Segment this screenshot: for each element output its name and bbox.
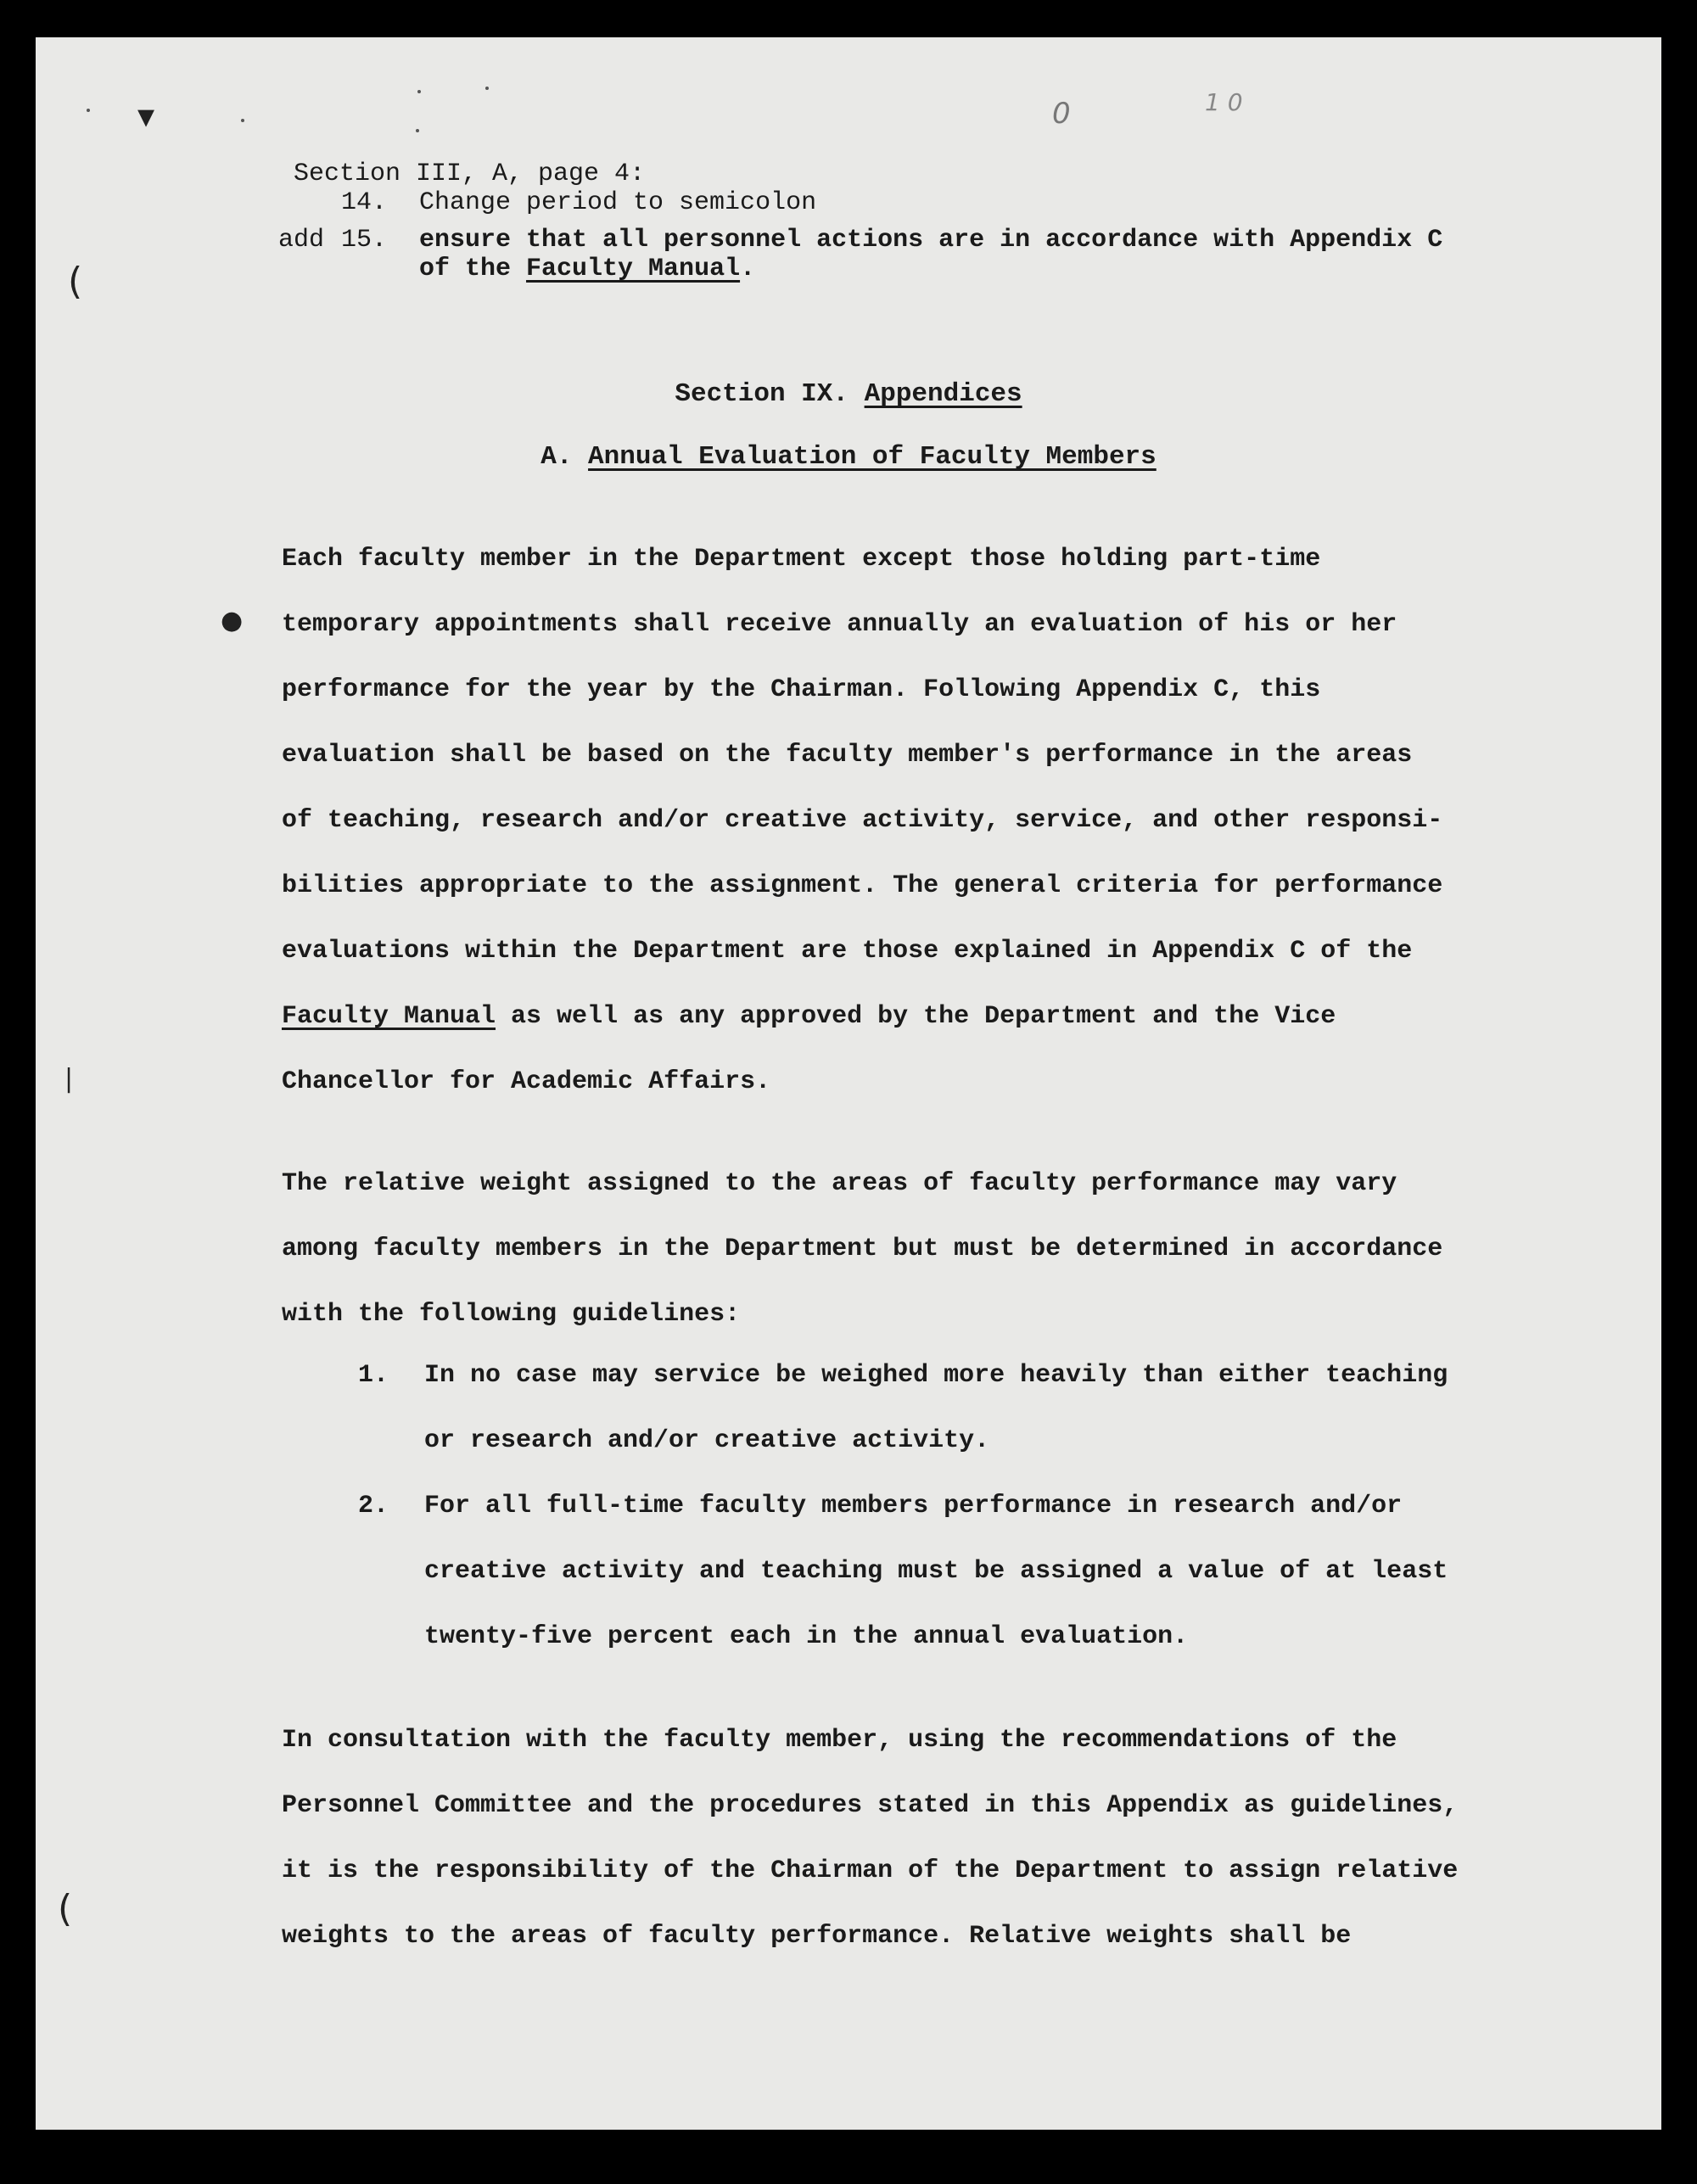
paragraph-3-line: In consultation with the faculty member, using the recommendations of the [282, 1726, 1397, 1755]
paragraph-2-line: among faculty members in the Department but must be determined in accordance [282, 1235, 1443, 1263]
paragraph-1-line: temporary appointments shall receive annually an evaluation of his or her [282, 610, 1397, 639]
paragraph-1-line: Faculty Manual as well as any approved by the Department and the Vice [282, 1002, 1336, 1031]
guideline-2-line: For all full-time faculty members performance in research and/or [424, 1492, 1403, 1520]
paragraph-1-line: performance for the year by the Chairman. Following Appendix C, this [282, 675, 1321, 704]
scan-speck [87, 109, 90, 112]
paragraph-3-line: it is the responsibility of the Chairman of the Department to assign relative [282, 1856, 1459, 1885]
scan-speck [485, 87, 489, 90]
guideline-2-line: twenty-five percent each in the annual evaluation. [424, 1622, 1189, 1651]
paragraph-1-line: bilities appropriate to the assignment. The general criteria for performance [282, 871, 1443, 900]
margin-tick-mark: | [64, 1064, 74, 1094]
document-page [36, 37, 1661, 2130]
scan-mark-top-left: ▾ [137, 97, 155, 136]
item-text-15-line2: of the Faculty Manual. [419, 255, 756, 283]
item-text-14: Change period to semicolon [419, 188, 817, 217]
paragraph-3-line: weights to the areas of faculty performance. Relative weights shall be [282, 1922, 1352, 1951]
paragraph-2-line: The relative weight assigned to the areas of faculty performance may vary [282, 1169, 1397, 1198]
paragraph-1-line: evaluations within the Department are those explained in Appendix C of the [282, 937, 1413, 966]
scan-speck [417, 90, 421, 93]
margin-bullet-mark: ● [221, 606, 244, 636]
handwritten-mark: 0 [1052, 97, 1071, 131]
handwritten-mark: 1 0 [1205, 88, 1243, 116]
guideline-2-line: creative activity and teaching must be assigned a value of at least [424, 1557, 1448, 1586]
scan-speck [241, 119, 244, 122]
section-reference: Section III, A, page 4: [294, 160, 646, 188]
item-prefix-add: add [278, 226, 325, 255]
margin-paren-mark: ( [68, 260, 83, 303]
paragraph-1-line: Each faculty member in the Department except those holding part-time [282, 545, 1321, 574]
guideline-1-line: In no case may service be weighed more heavily than either teaching [424, 1361, 1448, 1390]
guideline-number-1: 1. [358, 1361, 389, 1390]
margin-paren-mark: ( [58, 1887, 73, 1930]
subsection-heading: A. Annual Evaluation of Faculty Members [540, 442, 1157, 472]
item-number-15: 15. [341, 226, 388, 255]
paragraph-2-line: with the following guidelines: [282, 1300, 741, 1329]
guideline-number-2: 2. [358, 1492, 389, 1520]
guideline-1-line: or research and/or creative activity. [424, 1426, 990, 1455]
item-number-14: 14. [341, 188, 388, 217]
paragraph-1-line: of teaching, research and/or creative activity, service, and other responsi- [282, 806, 1443, 835]
section-heading: Section IX. Appendices [675, 379, 1022, 409]
scan-speck [416, 129, 419, 132]
paragraph-3-line: Personnel Committee and the procedures stated in this Appendix as guidelines, [282, 1791, 1459, 1820]
item-text-15-line1: ensure that all personnel actions are in accordance with Appendix C [419, 226, 1443, 255]
paragraph-1-line: evaluation shall be based on the faculty member's performance in the areas [282, 741, 1413, 770]
paragraph-1-line: Chancellor for Academic Affairs. [282, 1067, 771, 1096]
